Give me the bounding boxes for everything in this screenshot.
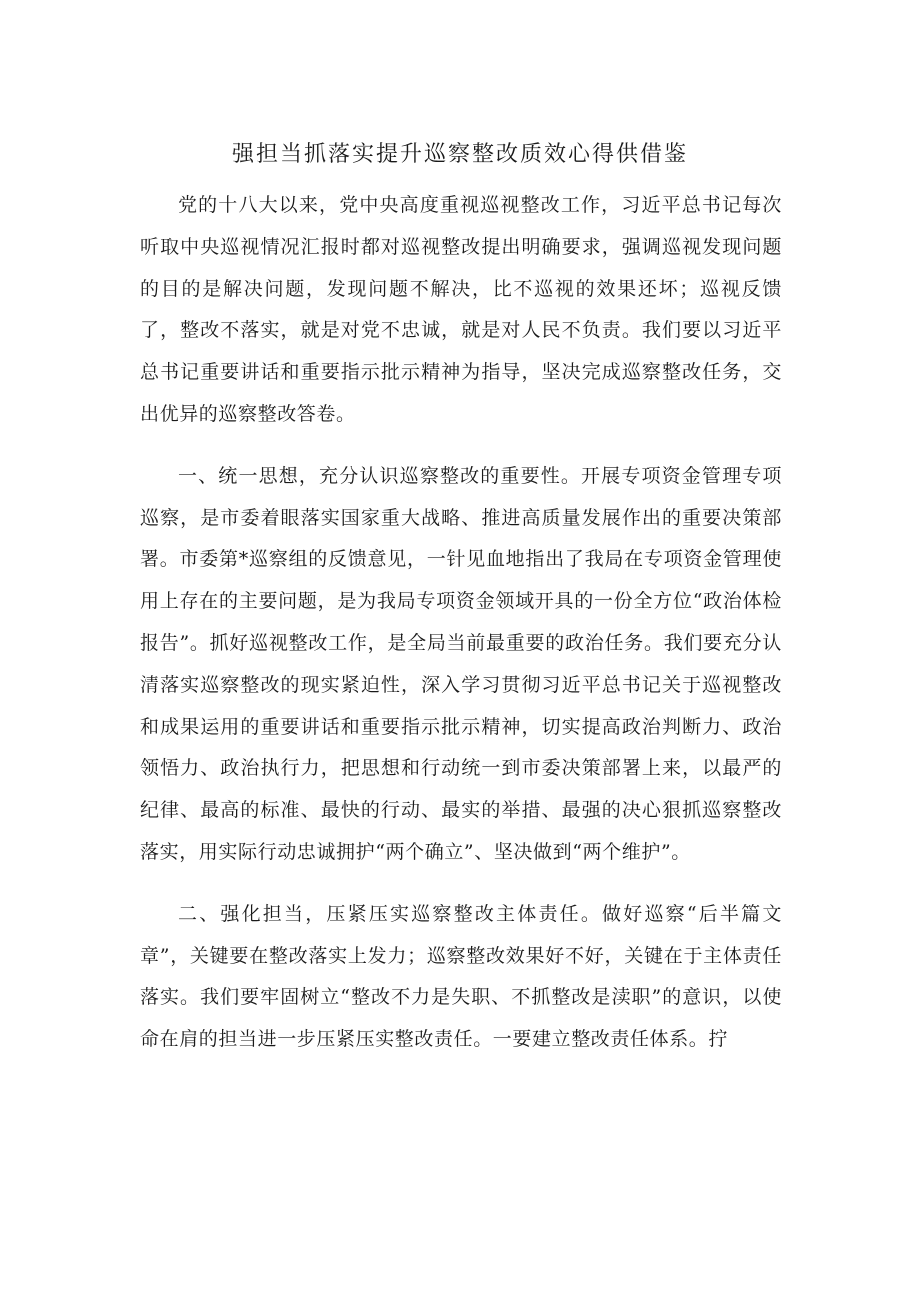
document-body xyxy=(140,185,782,1081)
paragraph-section-two: 二、强化担当，压紧压实巡察整改主体责任。做好巡察“后半篇文章”，关键要在整改落实上发力；巡察整改效果好不好，关键在于主体责任落实。我们要牢固树立“整改不力是失职、不抓整改是渎职”的意识，以使命在肩的担当进一步压紧压实整改责任。一要建立整改责任体系。拧 xyxy=(140,902,782,1051)
paragraph-section-one: 一、统一思想，充分认识巡察整改的重要性。开展专项资金管理专项巡察，是市委着眼落实国家重大战略、推进高质量发展作出的重要决策部署。市委第*巡察组的反馈意见，一针见血地指出了我局在专项资金管理使用上存在的主要问题，是为我局专项资金领域开具的一份全方位“政治体检报告”。抓好巡视整改工作，是全局当前最重要的政治任务。我们要充分认清落实巡察整改的现实紧迫性，深入学习贯彻习近平总书记关于巡视整改和成果运用的重要讲话和重要指示批示精神，切实提高政治判断力、政治领悟力、政治执行力，把思想和行动统一到市委决策部署上来，以最严的纪律、最高的标准、最快的行动、最实的举措、最强的决心狠抓巡察整改落实，用实际行动忠诚拥护“两个确立”、坚决做到“两个维护”。 xyxy=(140,464,782,863)
paragraph-intro: 党的十八大以来，党中央高度重视巡视整改工作，习近平总书记每次听取中央巡视情况汇报时都对巡视整改提出明确要求，强调巡视发现问题的目的是解决问题，发现问题不解决，比不巡视的效果还坏；巡视反馈了，整改不落实，就是对党不忠诚，就是对人民不负责。我们要以习近平总书记重要讲话和重要指示批示精神为指导，坚决完成巡察整改任务，交出优异的巡察整改答卷。 xyxy=(140,194,782,425)
document-title: 强担当抓落实提升巡察整改质效心得供借鉴 xyxy=(231,142,688,167)
